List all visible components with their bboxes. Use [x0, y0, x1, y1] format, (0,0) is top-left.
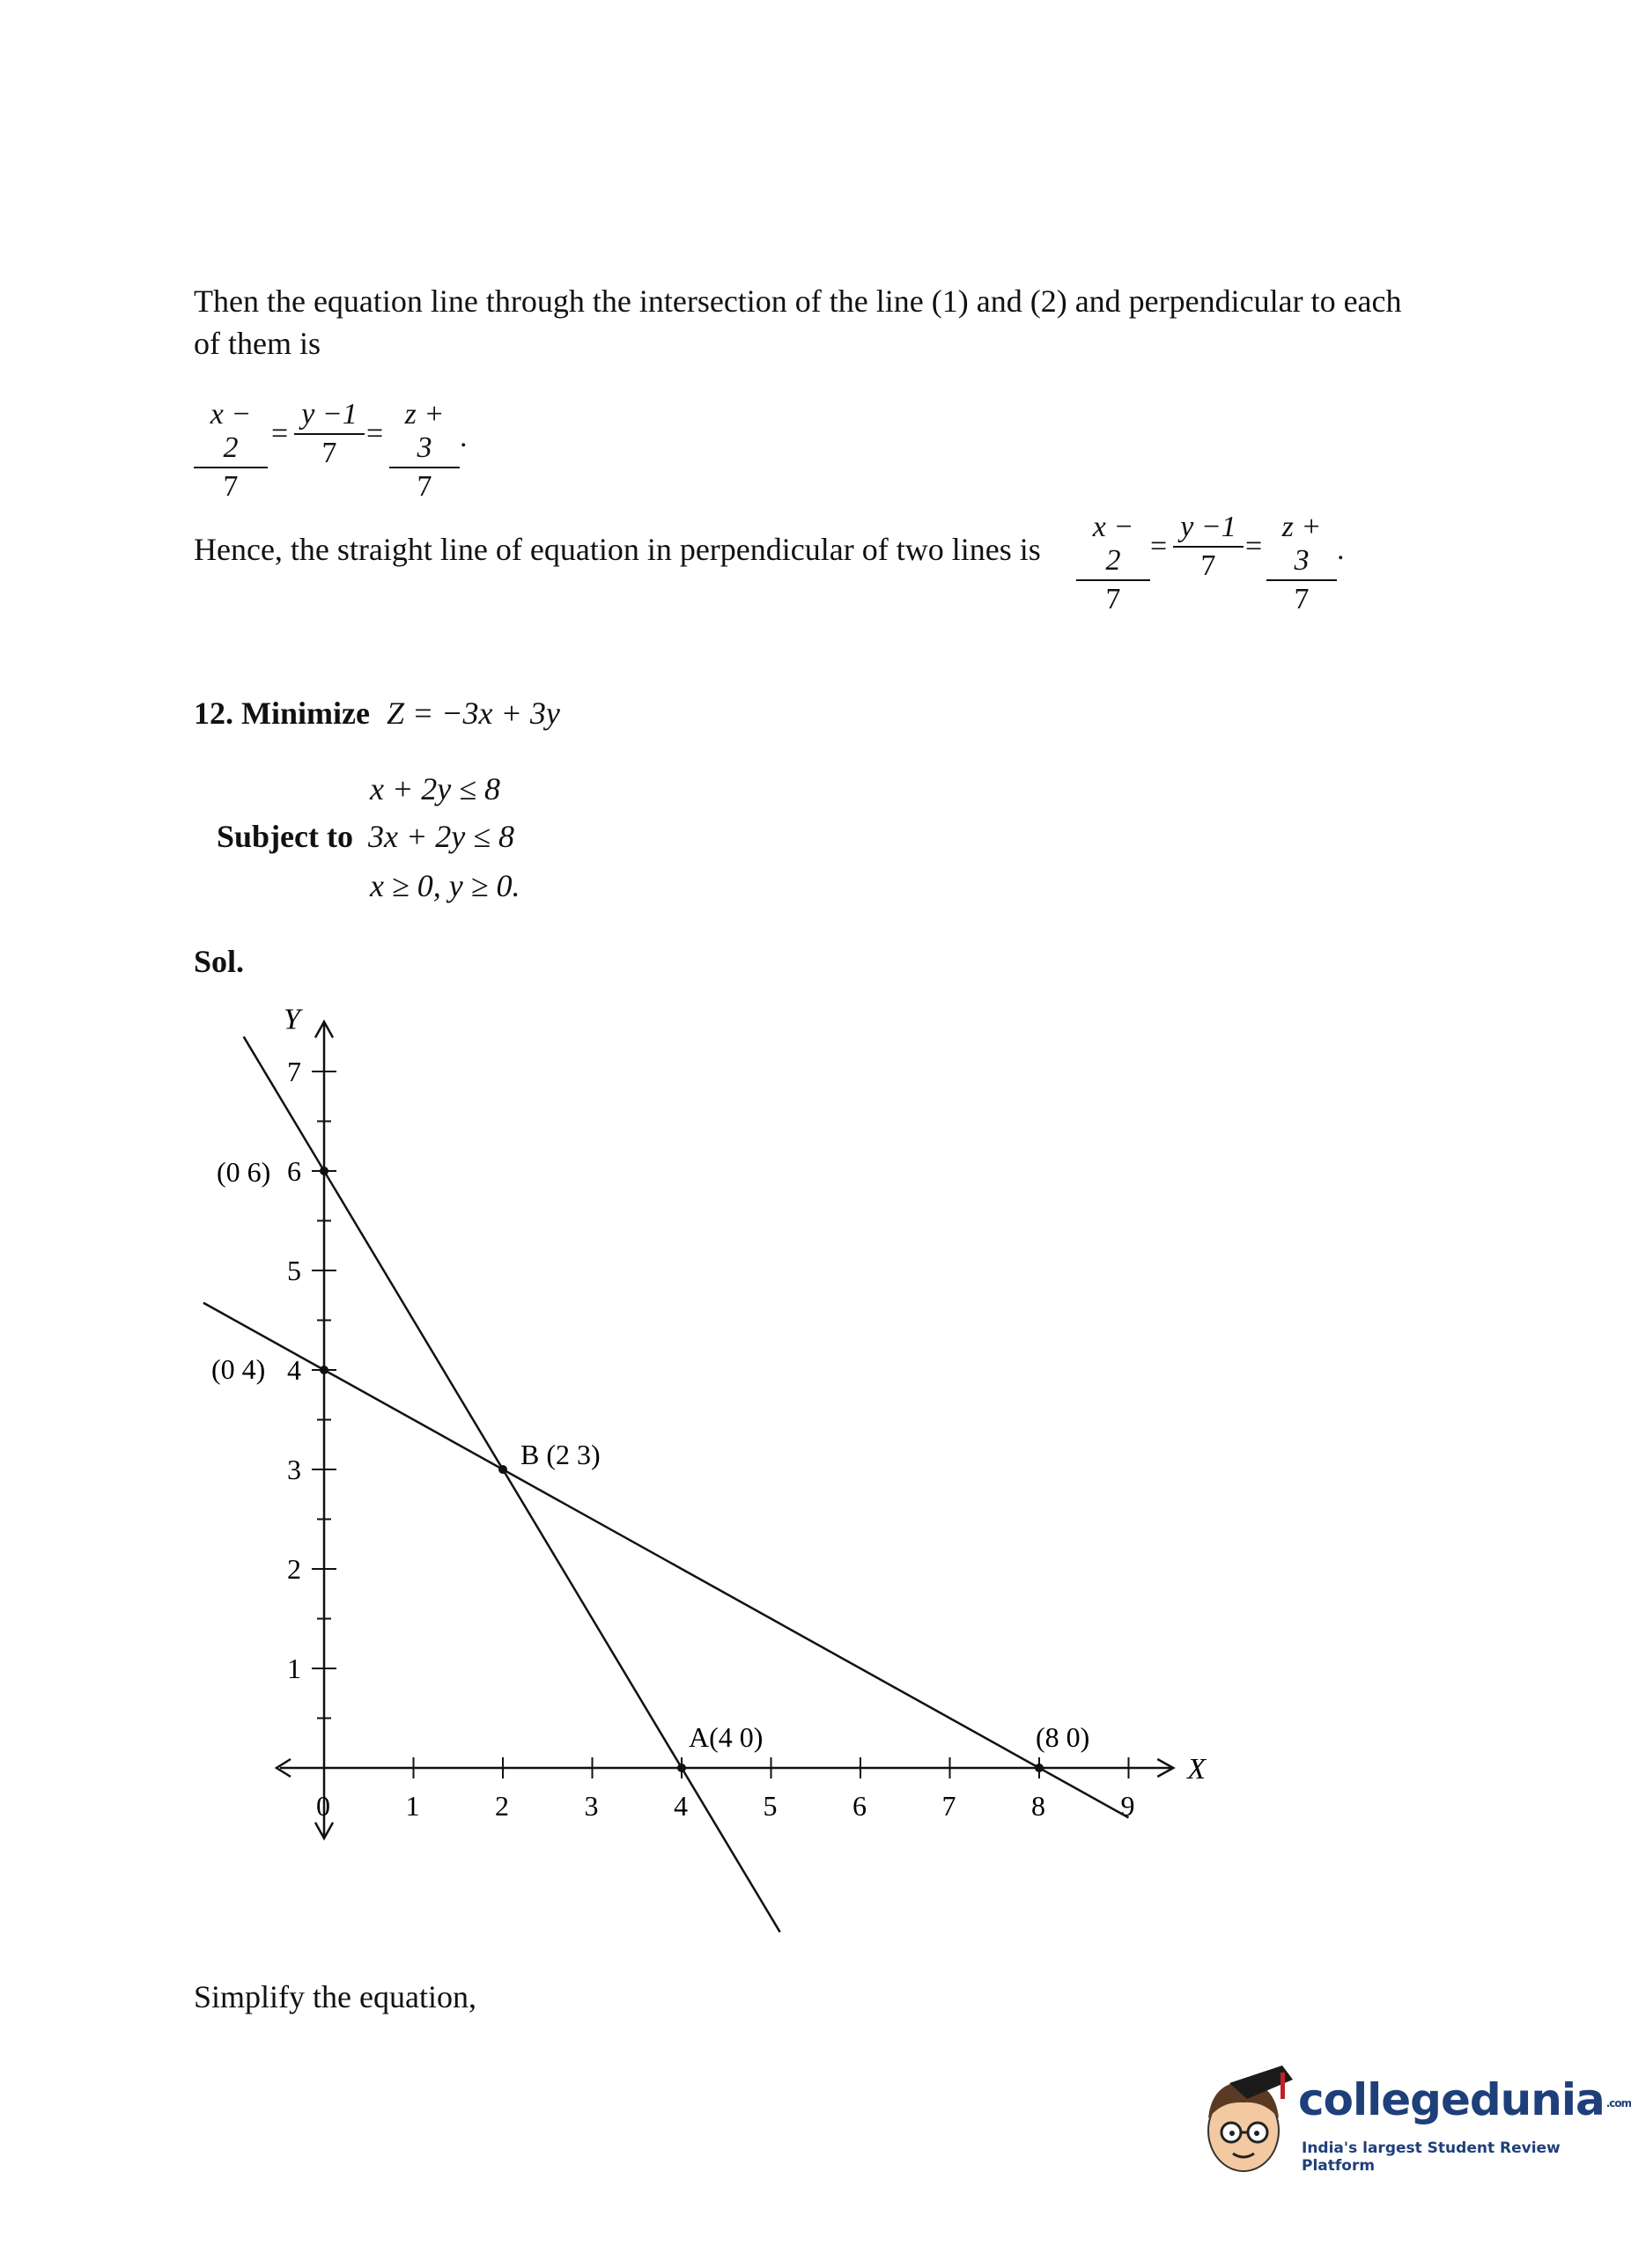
x-tick-label: 7	[941, 1790, 956, 1822]
graph-axes-group	[203, 1004, 1207, 1933]
denominator: 7	[223, 470, 239, 503]
y-tick-label: 4	[287, 1354, 301, 1386]
brand-name-text: collegedunia	[1298, 2074, 1605, 2125]
point-marker	[320, 1167, 328, 1175]
question-number: 12. Minimize	[194, 696, 370, 731]
brand-tagline: India's largest Student Review Platform	[1302, 2139, 1561, 2175]
paragraph-line-2: of them is	[194, 326, 321, 361]
x-tick-label: 0	[316, 1790, 330, 1822]
y-tick-label: 1	[287, 1653, 301, 1684]
numerator: z + 3	[1266, 511, 1337, 581]
x-tick-label: 6	[852, 1790, 867, 1822]
numerator: x − 2	[1076, 511, 1150, 581]
x-tick-label: 8	[1031, 1790, 1045, 1822]
brand-name	[1298, 2074, 1631, 2125]
y-tick-label: 6	[287, 1155, 301, 1187]
point-label: A(4 0)	[689, 1721, 764, 1753]
numerator: y −1	[294, 398, 365, 435]
brand-suffix: .com	[1605, 2096, 1631, 2110]
point-marker	[498, 1465, 507, 1474]
period: .	[460, 421, 468, 453]
numerator: x − 2	[194, 398, 268, 468]
equals-sign: =	[1150, 530, 1168, 563]
x-tick-label: 5	[763, 1790, 778, 1822]
equals-sign: =	[1245, 530, 1263, 563]
y-tick-label: 2	[287, 1553, 301, 1585]
y-tick-label: 5	[287, 1255, 301, 1286]
point-label: B (2 3)	[520, 1439, 601, 1470]
x-tick-label: 4	[674, 1790, 688, 1822]
constraint-3: x ≥ 0, y ≥ 0.	[370, 868, 520, 903]
period: .	[1337, 534, 1345, 566]
numerator: y −1	[1173, 511, 1244, 548]
subject-to-label: Subject to	[217, 819, 353, 854]
denominator: 7	[1200, 549, 1216, 582]
point-label: (0 4)	[211, 1353, 266, 1385]
equals-sign: =	[271, 417, 289, 450]
solution-label: Sol.	[194, 944, 245, 979]
constraint-2: 3x + 2y ≤ 8	[368, 819, 515, 854]
point-marker	[320, 1366, 328, 1374]
numerator: z + 3	[389, 398, 460, 468]
denominator: 7	[321, 437, 337, 469]
point-marker	[1035, 1764, 1044, 1772]
equals-sign: =	[366, 417, 384, 450]
y-axis-label: Y	[284, 1003, 300, 1036]
objective-function: Z = −3x + 3y	[386, 696, 560, 731]
mascot-icon	[1194, 2057, 1300, 2180]
collegedunia-logo	[1194, 2057, 1631, 2180]
point-label: (8 0)	[1036, 1721, 1090, 1753]
x-axis-label: X	[1187, 1753, 1207, 1786]
point-marker	[677, 1764, 686, 1772]
paragraph-line-1: Then the equation line through the intersection of the line (1) and (2) and perpendicular to each	[194, 284, 1402, 319]
hence-text: Hence, the straight line of equation in perpendicular of two lines is	[194, 532, 1041, 567]
denominator: 7	[1294, 583, 1310, 615]
x-tick-label: 1	[405, 1790, 420, 1822]
denominator: 7	[417, 470, 432, 503]
y-tick-label: 3	[287, 1454, 301, 1485]
x-tick-label: 2	[495, 1790, 509, 1822]
y-tick-label: 7	[287, 1056, 301, 1087]
point-label: (0 6)	[217, 1156, 271, 1188]
x-tick-label: 3	[584, 1790, 599, 1822]
constraint-1: x + 2y ≤ 8	[370, 771, 501, 806]
simplify-text: Simplify the equation,	[194, 1979, 476, 2014]
denominator: 7	[1105, 583, 1121, 615]
x-tick-label: 9	[1120, 1790, 1135, 1822]
